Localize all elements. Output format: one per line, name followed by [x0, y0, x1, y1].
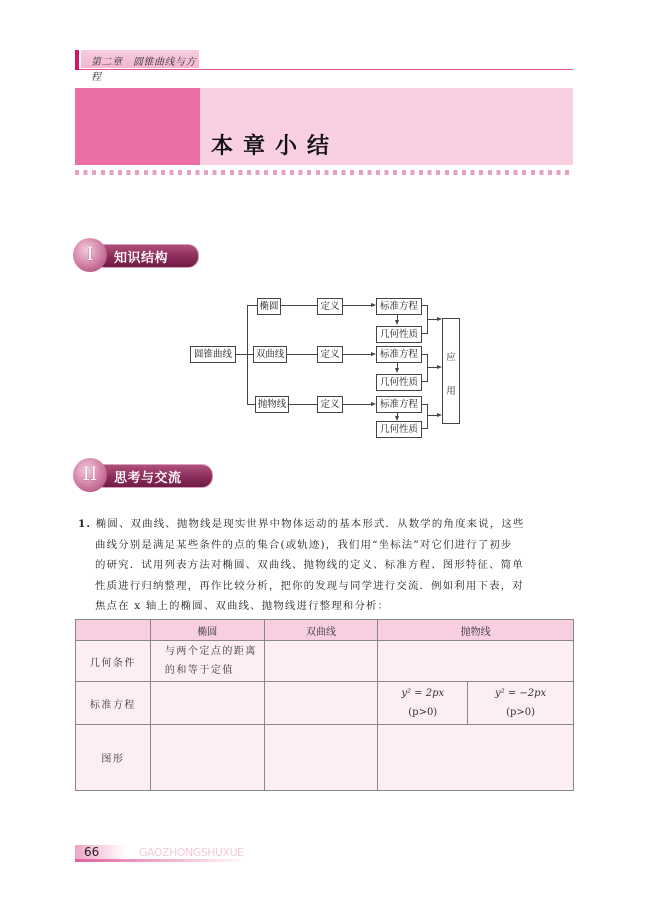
chapter-summary-banner	[75, 88, 573, 165]
cell-hyperbola-graph[interactable]	[264, 725, 378, 791]
roman-numeral-icon: I	[73, 238, 107, 272]
cell-ellipse-condition: 与两个定点的距离 的和等于定值	[150, 641, 264, 682]
table-row	[76, 682, 574, 725]
node-hyperbola: 双曲线	[253, 346, 287, 363]
node-standard-equation-ellipse: 标准方程	[376, 298, 422, 315]
roman-numeral-icon: II	[73, 458, 107, 492]
cell-hyperbola-condition[interactable]	[264, 641, 378, 682]
row-label-standard-equation: 标准方程	[76, 682, 151, 725]
equation-condition: (p>0)	[506, 707, 536, 718]
node-standard-equation-hyperbola: 标准方程	[376, 346, 422, 363]
table-header-ellipse: 椭圆	[150, 620, 264, 641]
cell-ellipse-equation[interactable]	[150, 682, 264, 725]
section-title: 知识结构	[114, 251, 169, 266]
question-line: 的研究．试用列表方法对椭圆、双曲线、抛物线的定义、标准方程、图形特征、简单	[95, 559, 524, 571]
equation: y² = 2px	[401, 688, 445, 699]
node-standard-equation-parabola: 标准方程	[376, 396, 422, 413]
footer-brand: GAOZHONGSHUXUE	[139, 846, 244, 859]
section-badge-knowledge-structure	[73, 238, 203, 272]
footer-rule	[75, 859, 245, 862]
cell-parabola-equation-left	[468, 682, 574, 725]
question-line: 曲线分别是满足某些条件的点的集合(或轨迹)，我们用“坐标法”对它们进行了初步	[95, 538, 513, 551]
cell-parabola-equation-right	[378, 682, 468, 725]
question-1	[78, 514, 578, 617]
banner-color-block	[75, 88, 200, 165]
equation-condition: (p>0)	[408, 707, 438, 718]
cell-parabola-condition[interactable]	[378, 641, 574, 682]
chapter-tab	[81, 50, 199, 83]
conic-comparison-table	[75, 619, 574, 791]
page-footer	[75, 845, 255, 861]
section-pill	[93, 244, 199, 268]
header-accent-bar	[75, 50, 79, 70]
page-number-tab	[75, 845, 125, 859]
row-label-geometric-condition: 几何条件	[76, 641, 151, 682]
node-geometric-properties-parabola: 几何性质	[376, 421, 422, 438]
cell-parabola-graph[interactable]	[378, 725, 574, 791]
node-conic-sections: 圆锥曲线	[190, 346, 236, 363]
section-title: 思考与交流	[114, 471, 182, 486]
table-header-hyperbola: 双曲线	[264, 620, 378, 641]
table-header-parabola: 抛物线	[378, 620, 574, 641]
chapter-label: 第二章 圆锥曲线与方程	[91, 57, 196, 83]
page-number: 66	[84, 845, 100, 859]
row-label-graph: 图形	[76, 725, 151, 791]
section-pill	[93, 464, 213, 488]
section-badge-think-and-discuss	[73, 458, 203, 492]
table-header-row	[76, 620, 574, 641]
node-definition-hyperbola: 定义	[317, 346, 343, 363]
equation: y² = −2px	[494, 688, 547, 699]
table-header-cell	[76, 620, 151, 641]
question-number: 1.	[78, 518, 92, 530]
node-parabola: 抛物线	[255, 396, 289, 413]
dotted-divider	[75, 170, 573, 175]
question-line: 性质进行归纳整理，再作比较分析，把你的发现与同学进行交流．例如利用下表，对	[95, 579, 524, 592]
node-geometric-properties-ellipse: 几何性质	[376, 326, 422, 343]
running-header	[75, 50, 573, 83]
cell-ellipse-graph[interactable]	[150, 725, 264, 791]
knowledge-structure-diagram	[185, 295, 475, 435]
node-geometric-properties-hyperbola: 几何性质	[376, 374, 422, 391]
question-line: 椭圆、双曲线、抛物线是现实世界中物体运动的基本形式．从数学的角度来说，这些	[95, 518, 525, 530]
cell-hyperbola-equation[interactable]	[264, 682, 378, 725]
question-line: 焦点在 x 轴上的椭圆、双曲线、抛物线进行整理和分析：	[95, 600, 390, 612]
table-row	[76, 641, 574, 682]
node-application: 应 用	[442, 318, 460, 424]
node-definition-parabola: 定义	[317, 396, 343, 413]
node-definition-ellipse: 定义	[317, 298, 343, 315]
page-title: 本章小结	[211, 134, 340, 159]
node-ellipse: 椭圆	[257, 298, 281, 315]
table-row	[76, 725, 574, 791]
